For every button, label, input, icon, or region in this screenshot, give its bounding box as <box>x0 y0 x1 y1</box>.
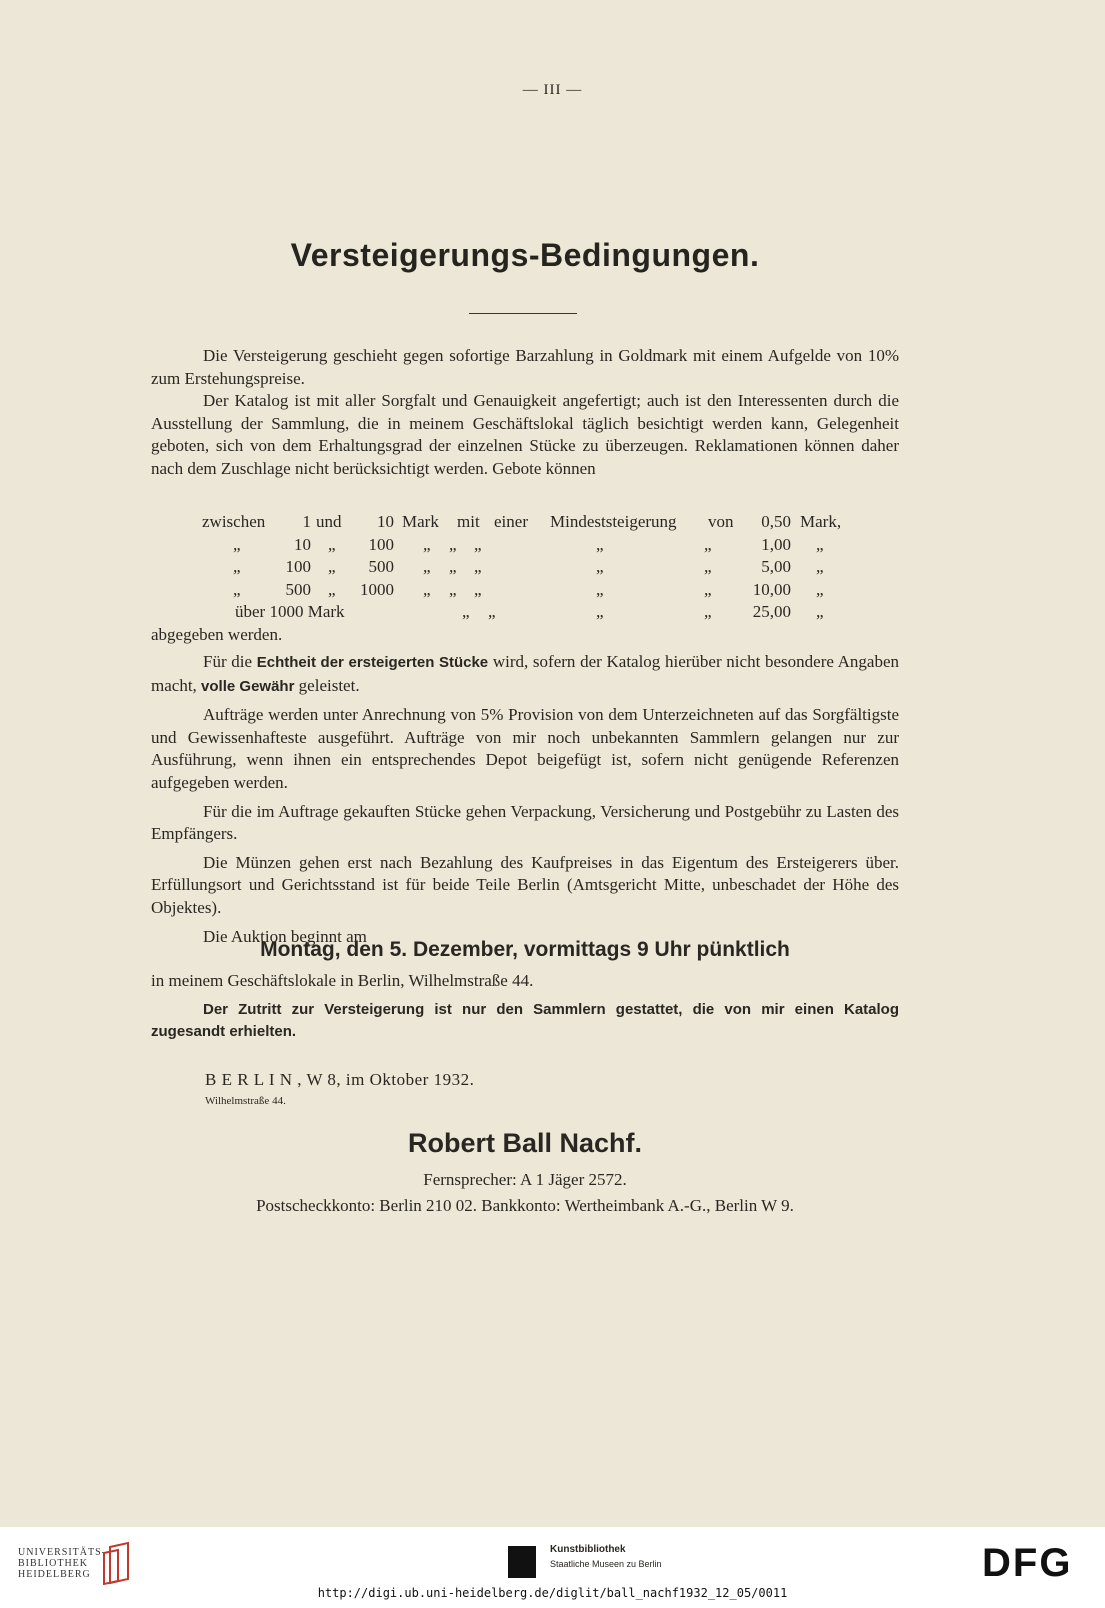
permalink-url[interactable]: http://digi.ub.uni-heidelberg.de/diglit/ball_nachf1932_12_05/0011 <box>317 1586 788 1600</box>
table-after <box>151 625 911 648</box>
row-prefix: „ <box>233 534 241 554</box>
library-line: HEIDELBERG <box>18 1569 91 1580</box>
table-after-text: abgegeben werden. <box>151 624 283 644</box>
row-w4: „ <box>596 534 604 554</box>
library-line: BIBLIOTHEK <box>18 1558 88 1569</box>
row-w2: „ <box>488 602 496 622</box>
row-from: 10 <box>294 534 311 554</box>
row-prefix: über 1000 Mark <box>235 602 345 622</box>
kunstbibliothek-icon <box>508 1546 536 1578</box>
row-w1: „ <box>423 557 431 577</box>
row-prefix: zwischen <box>202 512 266 531</box>
admission-note: Der Zutritt zur Versteigerung ist nur den Sammlern gestattet, die von mir einen Katalog zugesandt erhielten. <box>151 1000 899 1041</box>
row-w2: „ <box>449 534 457 554</box>
row-w3: Mindeststeigerung <box>550 512 677 531</box>
row-amount: 10,00 <box>752 579 791 599</box>
page-title: Versteigerungs-Bedingungen. <box>290 237 760 273</box>
table-row <box>151 602 911 625</box>
row-w3: „ <box>596 602 604 622</box>
kunstbibliothek-title: Kunstbibliothek <box>550 1544 626 1555</box>
table-row: „ 10 „ 100 „ „ „ „ „ 1,00 „ <box>233 534 824 554</box>
row-to: 500 <box>368 557 394 577</box>
auction-location: in meinem Geschäftslokale in Berlin, Wilhelmstraße 44. <box>151 971 534 990</box>
street-address: Wilhelmstraße 44. <box>205 1095 286 1107</box>
paragraph-shipping: Für die im Auftrage gekauften Stücke gehen Verpackung, Versicherung und Postgebühr zu Lasten des Empfängers. <box>151 801 899 844</box>
terms-intro <box>151 345 899 481</box>
row-w2: „ <box>449 579 457 599</box>
row-suffix: „ <box>816 557 824 577</box>
row-unit: Mark <box>402 512 439 531</box>
row-from: 1 <box>302 512 311 531</box>
row-from: 500 <box>285 579 311 599</box>
row-amount: 1,00 <box>761 534 791 554</box>
row-w4: „ <box>596 557 604 577</box>
paragraph-orders: Aufträge werden unter Anrechnung von 5% Provision von dem Unterzeichneten auf das Sorgfältigste und Gewissenhafteste ausgeführt. Aufträge von mir noch unbekannten Sammlern gelangen nur zur Ausführung, wenn ihnen ein entsprechendes Depot beigefügt ist, sofern nicht genügende Referenzen aufgegeben werden. <box>151 705 899 792</box>
phone-number: Fernsprecher: A 1 Jäger 2572. <box>423 1170 627 1189</box>
library-line: UNIVERSITÄTS- <box>18 1547 106 1558</box>
row-conj: „ <box>328 534 336 554</box>
row-to: 100 <box>368 534 394 554</box>
row-w2: einer <box>494 512 528 531</box>
row-w4: „ <box>704 602 712 622</box>
row-amount: 5,00 <box>761 557 791 577</box>
row-to: 1000 <box>360 579 394 599</box>
row-w4: „ <box>596 579 604 599</box>
bid-increment-table <box>151 512 911 648</box>
row-w2: „ <box>449 557 457 577</box>
dfg-logo[interactable]: DFG <box>982 1541 1073 1585</box>
row-amount: 0,50 <box>761 512 791 531</box>
row-w1: „ <box>423 579 431 599</box>
row-amount: 25,00 <box>752 602 791 622</box>
row-prefix: „ <box>233 579 241 599</box>
digitization-footer <box>0 1527 1105 1608</box>
paragraph-ownership: Die Münzen gehen erst nach Bezahlung des Kaufpreises in das Eigentum des Ersteigerers über. Erfüllungsort und Gerichtsstand ist für beide Teile Berlin (Amtsgericht Mitte, unbeschadet der Höhe des Objektes). <box>151 852 899 917</box>
auction-date: Montag, den 5. Dezember, vormittags 9 Uhr pünktlich <box>260 938 790 961</box>
row-conj: „ <box>328 557 336 577</box>
bank-accounts: Postscheckkonto: Berlin 210 02. Bankkonto: Wertheimbank A.-G., Berlin W 9. <box>256 1196 794 1215</box>
row-suffix: Mark, <box>800 512 842 531</box>
row-w1: mit <box>457 512 480 531</box>
row-w3: „ <box>474 534 482 554</box>
row-suffix: „ <box>816 602 824 622</box>
library-logo[interactable] <box>18 1547 106 1580</box>
paragraph-authenticity: Für die Echtheit der ersteigerten Stücke wird, sofern der Katalog hierüber nicht besondere Angaben macht, volle Gewähr geleistet. <box>151 652 900 695</box>
row-w1: „ <box>423 534 431 554</box>
paragraph-auction-start: Die Auktion beginnt am <box>203 926 367 946</box>
place-and-date: B E R L I N , W 8, im Oktober 1932. <box>205 1070 475 1089</box>
paragraph-catalog: Der Katalog ist mit aller Sorgfalt und Genauigkeit angefertigt; auch ist den Interessenten durch die Ausstellung der Sammlung, die in meinem Geschäftslokal täglich besichtigt werden kann, Gelegenheit geboten, sich von dem Erhaltungsgrad der einzelnen Stücke zu überzeugen. Reklamationen können daher nach dem Zuschlage nicht berücksichtigt werden. Gebote können <box>151 391 899 478</box>
row-w3: „ <box>474 557 482 577</box>
row-w4: von <box>708 512 734 531</box>
terms-body <box>151 651 899 948</box>
page-number: — III — <box>522 82 583 98</box>
row-conj: und <box>316 512 342 531</box>
row-conj: „ <box>328 579 336 599</box>
paragraph-payment: Die Versteigerung geschieht gegen sofortige Barzahlung in Goldmark mit einem Aufgelde von 10% zum Erstehungspreise. <box>151 346 899 388</box>
row-w1: „ <box>462 602 470 622</box>
table-row <box>151 512 911 535</box>
location-block <box>151 970 899 1044</box>
table-row: „ 100 „ 500 „ „ „ „ „ 5,00 „ <box>233 557 824 577</box>
title-divider <box>469 313 577 314</box>
row-prefix: „ <box>233 557 241 577</box>
library-emblem-icon <box>100 1541 134 1585</box>
table-row: „ 500 „ 1000 „ „ „ „ „ 10,00 „ <box>233 579 824 599</box>
row-suffix: „ <box>816 534 824 554</box>
kunstbibliothek-subtitle: Staatliche Museen zu Berlin <box>550 1559 662 1569</box>
row-from: 100 <box>285 557 311 577</box>
row-w3: „ <box>474 579 482 599</box>
company-name: Robert Ball Nachf. <box>407 1128 643 1158</box>
row-to: 10 <box>377 512 394 531</box>
row-suffix: „ <box>816 579 824 599</box>
